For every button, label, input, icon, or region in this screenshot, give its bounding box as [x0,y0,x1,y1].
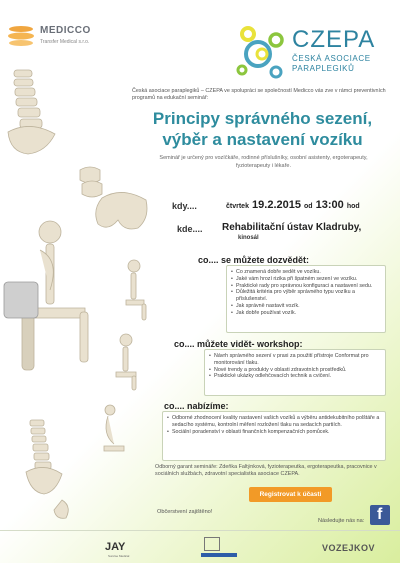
list-item: • Sociální poradenství v oblasti finančních kompenzačních pomůcek. [167,429,380,436]
event-from: od [304,203,313,210]
jay-logo-subtext: Sunrise Medical [108,554,130,558]
list-item: • Jak dobře používat vozík. [231,310,380,317]
title-line-2: výběr a nastavení vozíku [162,130,363,149]
event-time: 13:00 [315,199,344,211]
event-datetime [226,199,360,211]
list-item: • Nové trendy a produkty v oblasti zdravotních prostředků. [209,367,380,374]
event-place: Rehabilitační ústav Kladruby, [222,222,362,233]
medicco-logo-subtext: Transfer Medical s.r.o. [40,39,90,45]
section-learn-box [226,265,386,333]
list-item: • Jaké vám hrozí rizika při špatném sezení ve vozíku. [231,276,380,283]
page-title [130,108,395,150]
event-place-room: kinosál [238,235,259,241]
partner-logo-bar [201,553,237,557]
list-item: • Jak správně nastavit vozík. [231,303,380,310]
list-item: • Praktické ukázky odlehčovacích technik a cvičení. [209,373,380,380]
event-day: čtvrtek [226,203,249,210]
event-time-unit: hod [346,203,360,210]
facebook-icon[interactable] [370,505,390,525]
audience-text: Seminář je určený pro vozíčkáře, rodinné příslušníky, osobní asistenty, ergoterapeuty, fyzioterapeuty i lékaře. [159,155,368,169]
section-workshop-box [204,349,386,396]
event-date: 19.2.2015 [252,199,301,211]
czepa-logo-text: CZEPA [292,26,376,53]
list-item: • Návrh správného sezení v praxi za použití přístroje Conformat pro monitorování tlaku. [209,353,380,367]
partner-logo-icon [204,537,220,551]
footer-divider [0,530,400,531]
czepa-logo-icon [232,20,290,82]
section-workshop-heading: co.... můžete vidět- workshop: [174,339,303,349]
medicco-logo-icon [6,22,36,52]
when-label: kdy.... [172,201,197,211]
refreshment-note: Občerstvení zajištěno! [157,509,213,515]
where-label: kde.... [177,224,203,234]
list-item: • Co znamená dobře sedět ve vozíku. [231,269,380,276]
czepa-logo-subtext-2: PARAPLEGIKŮ [292,64,355,73]
medicco-logo [6,22,116,56]
section-offer-heading: co.... nabízíme: [164,401,229,411]
section-learn-heading: co.... se můžete dozvědět: [198,255,310,265]
guarantor-text: Odborný garant semináře: Zdeňka Faltýnková, fyzioterapeutka, ergoterapeutka, pracovnice v sociálních službách, zdravotní specialistka asociace CZEPA. [155,464,377,478]
follow-us-note: Následujte nás na: [318,518,365,524]
list-item: • Důležitá kritéria pro výběr správného typu vozíku a příslušenství. [231,289,380,303]
register-button[interactable]: Registrovat k účasti [249,487,332,502]
czepa-logo-subtext-1: ČESKÁ ASOCIACE [292,54,371,63]
jay-logo: JAY [105,541,126,553]
section-offer-box [162,411,386,461]
medicco-logo-text: MEDICCO [40,25,91,36]
facebook-glyph: f [377,506,383,523]
vozejkov-logo: VOZEJKOV [322,543,376,553]
list-item: • Odborné zhodnocení kvality nastavení vašich vozíků a výběru antidekubitního polštáře a sedacího systému, kontrolní měření rozložení tlaku na sedacích partiích. [167,415,380,429]
list-item: • Praktické rady pro správnou konfiguraci a nastavení sedu. [231,283,380,290]
intro-text: Česká asociace paraplegiků – CZEPA ve spolupráci se společností Medicco vás zve v rámci preventivních programů na edukační seminář: [132,88,386,102]
title-line-1: Principy správného sezení, [152,109,373,128]
czepa-logo [232,20,392,86]
